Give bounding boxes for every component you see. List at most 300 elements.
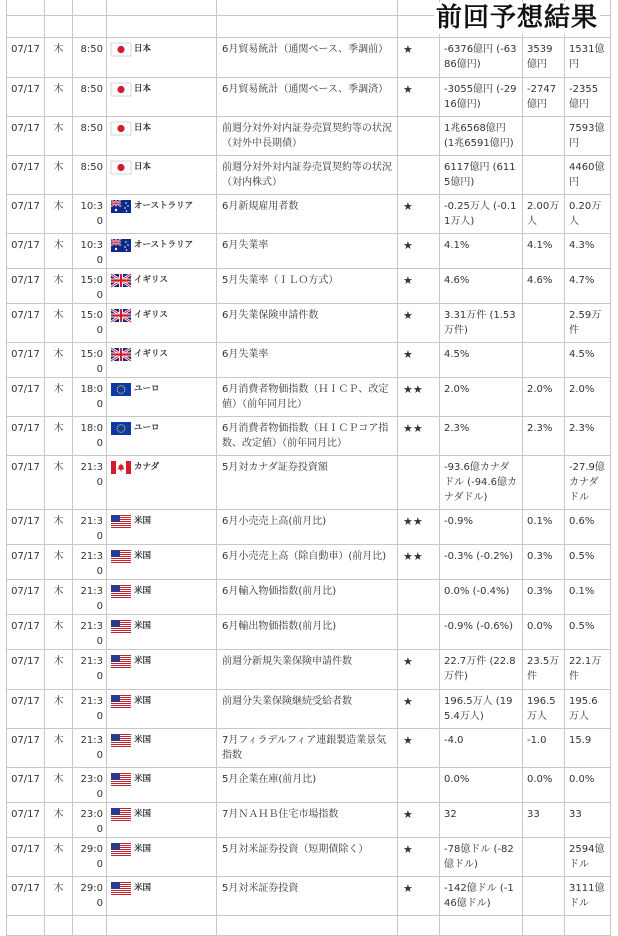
time-text: 10:30 (80, 240, 103, 266)
previous-cell (440, 417, 523, 456)
time-text: 15:00 (80, 275, 103, 301)
result-cell (565, 803, 611, 838)
time-cell (73, 580, 107, 615)
time-text: 21:30 (80, 551, 103, 577)
importance-stars: ★ (403, 83, 413, 96)
country-name: 米国 (134, 586, 152, 596)
weekday-cell (45, 269, 73, 304)
date-cell (7, 510, 45, 545)
result-value: 0.6% (569, 516, 595, 527)
weekday-cell (45, 38, 73, 78)
forecast-value: 4.6% (527, 275, 553, 286)
forecast-value: 2.00万人 (527, 201, 560, 227)
country (111, 807, 212, 822)
previous-value: 1兆6568億円 (1兆6591億円) (444, 123, 514, 149)
calendar-row (7, 195, 611, 234)
result-cell (565, 768, 611, 803)
time-cell (73, 0, 107, 16)
importance-cell (398, 650, 440, 690)
importance-cell (398, 269, 440, 304)
calendar-row (7, 768, 611, 803)
importance-stars: ★ (403, 43, 413, 56)
indicator-cell (217, 117, 398, 156)
forecast-cell (523, 545, 565, 580)
weekday-cell (45, 456, 73, 510)
date-cell (7, 378, 45, 417)
forecast-cell (523, 838, 565, 877)
time-cell (73, 195, 107, 234)
date-cell (7, 16, 45, 38)
importance-cell (398, 615, 440, 650)
weekday-text: 木 (53, 844, 64, 855)
date-cell (7, 38, 45, 78)
weekday-text: 木 (53, 123, 64, 134)
date-cell (7, 269, 45, 304)
time-cell (73, 38, 107, 78)
country-cell (107, 690, 217, 729)
previous-cell (440, 38, 523, 78)
previous-value: 4.6% (444, 275, 470, 286)
date-cell (7, 78, 45, 117)
time-cell (73, 838, 107, 877)
country (111, 347, 212, 362)
importance-cell (398, 117, 440, 156)
time-text: 8:50 (80, 123, 103, 134)
time-cell (73, 877, 107, 916)
previous-value: 0.0% (-0.4%) (444, 586, 510, 597)
date-text: 07/17 (11, 162, 40, 173)
result-value: 4460億円 (569, 162, 605, 188)
forecast-cell (523, 456, 565, 510)
forecast-cell (523, 195, 565, 234)
weekday-text: 木 (53, 516, 64, 527)
country (111, 460, 212, 475)
time-cell (73, 417, 107, 456)
time-text: 18:00 (80, 423, 103, 449)
flag-us-icon (111, 515, 131, 528)
date-text: 07/17 (11, 123, 40, 134)
country-cell (107, 545, 217, 580)
calendar-row (7, 510, 611, 545)
forecast-cell (523, 269, 565, 304)
calendar-row (7, 269, 611, 304)
forecast-cell (523, 877, 565, 916)
country-cell (107, 234, 217, 269)
date-cell (7, 545, 45, 580)
calendar-row (7, 838, 611, 877)
calendar-row (7, 877, 611, 916)
country-cell (107, 768, 217, 803)
time-text: 8:50 (80, 84, 103, 95)
result-cell (565, 615, 611, 650)
indicator-cell (217, 690, 398, 729)
date-text: 07/17 (11, 551, 40, 562)
calendar-row (7, 803, 611, 838)
country (111, 881, 212, 896)
flag-us-icon (111, 550, 131, 563)
result-value: 4.7% (569, 275, 595, 286)
importance-stars: ★ (403, 734, 413, 747)
importance-stars: ★ (403, 348, 413, 361)
country (111, 772, 212, 787)
importance-stars: ★★ (403, 383, 423, 396)
country-name: 日本 (134, 123, 152, 133)
weekday-text: 木 (53, 275, 64, 286)
forecast-value: 33 (527, 809, 540, 820)
previous-cell (440, 156, 523, 195)
flag-us-icon (111, 882, 131, 895)
country-name: ユーロ (134, 384, 160, 394)
previous-cell (440, 456, 523, 510)
importance-cell (398, 417, 440, 456)
country-name: 米国 (134, 696, 152, 706)
importance-cell (398, 580, 440, 615)
importance-stars: ★ (403, 274, 413, 287)
result-cell (565, 838, 611, 877)
result-value: 0.0% (569, 774, 595, 785)
date-cell (7, 195, 45, 234)
indicator-cell (217, 877, 398, 916)
forecast-cell (523, 378, 565, 417)
previous-cell (440, 378, 523, 417)
indicator-cell (217, 417, 398, 456)
time-cell (73, 378, 107, 417)
result-cell (565, 269, 611, 304)
calendar-row (7, 456, 611, 510)
forecast-value: 2.0% (527, 384, 553, 395)
time-cell (73, 304, 107, 343)
indicator-cell (217, 78, 398, 117)
date-cell (7, 729, 45, 768)
country-name: 米国 (134, 516, 152, 526)
importance-stars: ★ (403, 695, 413, 708)
time-cell (73, 729, 107, 768)
time-cell (73, 234, 107, 269)
country-cell (107, 156, 217, 195)
country (111, 694, 212, 709)
indicator-cell (217, 580, 398, 615)
indicator-name: 5月企業在庫(前月比) (222, 774, 317, 785)
date-cell (7, 456, 45, 510)
date-text: 07/17 (11, 349, 40, 360)
country-name: オーストラリア (134, 240, 194, 250)
forecast-cell (523, 615, 565, 650)
time-cell (73, 269, 107, 304)
weekday-text: 木 (53, 423, 64, 434)
result-cell (565, 877, 611, 916)
country (111, 549, 212, 564)
indicator-name: 6月小売売上高（除自動車）(前月比) (222, 551, 387, 562)
result-cell (565, 510, 611, 545)
importance-cell (398, 156, 440, 195)
indicator-cell (217, 16, 398, 38)
calendar-row (7, 690, 611, 729)
country-cell (107, 650, 217, 690)
previous-value: 0.0% (444, 774, 470, 785)
time-text: 29:00 (80, 844, 103, 870)
date-cell (7, 0, 45, 16)
previous-cell (440, 580, 523, 615)
weekday-text: 木 (53, 201, 64, 212)
importance-cell (398, 729, 440, 768)
country (111, 82, 212, 97)
forecast-value: 0.3% (527, 586, 553, 597)
indicator-cell (217, 768, 398, 803)
time-text: 23:00 (80, 774, 103, 800)
weekday-cell (45, 304, 73, 343)
country-name: 日本 (134, 44, 152, 54)
country (111, 238, 212, 253)
weekday-cell (45, 690, 73, 729)
indicator-cell (217, 729, 398, 768)
indicator-cell (217, 304, 398, 343)
weekday-cell (45, 729, 73, 768)
country-cell (107, 615, 217, 650)
date-cell (7, 916, 45, 936)
weekday-cell (45, 650, 73, 690)
previous-cell (440, 768, 523, 803)
previous-cell (440, 729, 523, 768)
country-name: カナダ (134, 462, 160, 472)
forecast-value: 2.3% (527, 423, 553, 434)
indicator-cell (217, 269, 398, 304)
weekday-cell (45, 78, 73, 117)
time-cell (73, 78, 107, 117)
flag-jp-icon (111, 83, 131, 96)
country-name: 米国 (134, 621, 152, 631)
weekday-text: 木 (53, 586, 64, 597)
importance-stars: ★ (403, 309, 413, 322)
date-cell (7, 117, 45, 156)
indicator-cell (217, 343, 398, 378)
time-text: 18:00 (80, 384, 103, 410)
calendar-row (7, 38, 611, 78)
country-cell (107, 0, 217, 16)
previous-value: 2.0% (444, 384, 470, 395)
flag-au-icon (111, 239, 131, 252)
previous-cell (440, 545, 523, 580)
result-value: 22.1万件 (569, 656, 602, 682)
previous-value: -0.25万人 (-0.11万人) (444, 201, 517, 227)
indicator-name: 6月輸出物価指数(前月比) (222, 621, 337, 632)
indicator-name: 5月失業率（ＩＬＯ方式） (222, 275, 339, 286)
flag-ca-icon (111, 461, 131, 474)
previous-cell (440, 78, 523, 117)
weekday-text: 木 (53, 656, 64, 667)
time-text: 8:50 (80, 162, 103, 173)
indicator-name: 6月貿易統計（通関ベース、季調前） (222, 44, 389, 55)
time-cell (73, 690, 107, 729)
result-cell (565, 234, 611, 269)
weekday-text: 木 (53, 883, 64, 894)
time-text: 21:30 (80, 656, 103, 682)
previous-value: -93.6億カナダドル (-94.6億カナダドル) (444, 462, 517, 503)
economic-calendar-table (6, 0, 611, 936)
result-cell (565, 580, 611, 615)
weekday-cell (45, 510, 73, 545)
date-cell (7, 803, 45, 838)
time-cell (73, 343, 107, 378)
country-cell (107, 269, 217, 304)
date-cell (7, 690, 45, 729)
previous-value: 22.7万件 (22.8万件) (444, 656, 516, 682)
importance-cell (398, 38, 440, 78)
importance-cell (398, 78, 440, 117)
indicator-name: 前週分失業保険継続受給者数 (222, 696, 352, 707)
date-text: 07/17 (11, 201, 40, 212)
date-text: 07/17 (11, 462, 40, 473)
calendar-row (7, 580, 611, 615)
date-cell (7, 838, 45, 877)
previous-value: -78億ドル (-82億ドル) (444, 844, 514, 870)
country-name: 米国 (134, 844, 152, 854)
flag-au-icon (111, 200, 131, 213)
indicator-cell (217, 156, 398, 195)
forecast-cell (523, 417, 565, 456)
country-cell (107, 803, 217, 838)
time-cell (73, 650, 107, 690)
indicator-cell (217, 234, 398, 269)
result-cell (565, 729, 611, 768)
forecast-cell (523, 580, 565, 615)
country-cell (107, 16, 217, 38)
forecast-value: 0.0% (527, 621, 553, 632)
previous-value: -0.9% (-0.6%) (444, 621, 514, 632)
country (111, 421, 212, 436)
result-value: 33 (569, 809, 582, 820)
result-cell (565, 456, 611, 510)
calendar-row (7, 304, 611, 343)
previous-cell (440, 615, 523, 650)
importance-cell (398, 510, 440, 545)
flag-us-icon (111, 773, 131, 786)
date-text: 07/17 (11, 423, 40, 434)
importance-stars: ★ (403, 200, 413, 213)
previous-cell (440, 803, 523, 838)
flag-us-icon (111, 808, 131, 821)
forecast-value: 3539億円 (527, 44, 553, 70)
weekday-cell (45, 838, 73, 877)
time-text: 29:00 (80, 883, 103, 909)
weekday-text: 木 (53, 551, 64, 562)
result-value: -27.9億カナダドル (569, 462, 605, 503)
forecast-cell (523, 729, 565, 768)
previous-cell (440, 690, 523, 729)
weekday-text: 木 (53, 384, 64, 395)
flag-jp-icon (111, 43, 131, 56)
country-cell (107, 580, 217, 615)
calendar-row (7, 156, 611, 195)
country-name: 米国 (134, 809, 152, 819)
country-name: 米国 (134, 551, 152, 561)
weekday-text: 木 (53, 696, 64, 707)
country-name: ユーロ (134, 423, 160, 433)
forecast-cell (523, 510, 565, 545)
indicator-name: 6月貿易統計（通関ベース、季調済） (222, 84, 389, 95)
time-text: 21:30 (80, 696, 103, 722)
country-name: イギリス (134, 310, 168, 320)
country-cell (107, 456, 217, 510)
previous-cell (440, 117, 523, 156)
country-cell (107, 378, 217, 417)
weekday-text: 木 (53, 809, 64, 820)
previous-cell (440, 343, 523, 378)
country (111, 584, 212, 599)
importance-cell (398, 545, 440, 580)
importance-cell (398, 343, 440, 378)
forecast-cell (523, 650, 565, 690)
importance-cell (398, 916, 440, 936)
importance-cell (398, 803, 440, 838)
calendar-row (7, 615, 611, 650)
date-text: 07/17 (11, 735, 40, 746)
indicator-cell (217, 510, 398, 545)
time-text: 10:30 (80, 201, 103, 227)
previous-value: 196.5万人 (195.4万人) (444, 696, 513, 722)
indicator-cell (217, 615, 398, 650)
time-text: 21:30 (80, 586, 103, 612)
time-text: 21:30 (80, 516, 103, 542)
flag-eu-icon (111, 422, 131, 435)
weekday-text: 木 (53, 240, 64, 251)
time-cell (73, 117, 107, 156)
date-cell (7, 650, 45, 690)
flag-us-icon (111, 585, 131, 598)
weekday-cell (45, 156, 73, 195)
country-cell (107, 304, 217, 343)
column-header-label: 前回予想結果 (436, 3, 599, 33)
weekday-text: 木 (53, 349, 64, 360)
result-value: 0.1% (569, 586, 595, 597)
indicator-name: 6月失業率 (222, 349, 269, 360)
date-text: 07/17 (11, 883, 40, 894)
previous-value: -3055億円 (-2916億円) (444, 84, 517, 110)
flag-us-icon (111, 734, 131, 747)
result-value: 0.5% (569, 551, 595, 562)
indicator-cell (217, 195, 398, 234)
previous-value: 2.3% (444, 423, 470, 434)
result-value: 4.3% (569, 240, 595, 251)
time-cell (73, 916, 107, 936)
country (111, 842, 212, 857)
forecast-cell (523, 803, 565, 838)
time-cell (73, 545, 107, 580)
forecast-value: 4.1% (527, 240, 553, 251)
country-cell (107, 343, 217, 378)
forecast-cell (523, 916, 565, 936)
result-cell (565, 38, 611, 78)
result-cell (565, 78, 611, 117)
flag-uk-icon (111, 309, 131, 322)
time-text: 21:30 (80, 462, 103, 488)
forecast-cell (523, 768, 565, 803)
result-value: -2355億円 (569, 84, 599, 110)
result-cell (565, 417, 611, 456)
previous-value: 6117億円 (6115億円) (444, 162, 516, 188)
importance-stars: ★★ (403, 550, 423, 563)
result-value: 7593億円 (569, 123, 605, 149)
calendar-body (7, 0, 611, 936)
date-cell (7, 615, 45, 650)
indicator-name: 7月フィラデルフィア連銀製造業景気指数 (222, 735, 387, 761)
date-text: 07/17 (11, 516, 40, 527)
indicator-name: 5月対米証券投資（短期債除く） (222, 844, 369, 855)
date-text: 07/17 (11, 586, 40, 597)
result-cell (565, 650, 611, 690)
forecast-value: 0.0% (527, 774, 553, 785)
country (111, 654, 212, 669)
indicator-cell (217, 38, 398, 78)
